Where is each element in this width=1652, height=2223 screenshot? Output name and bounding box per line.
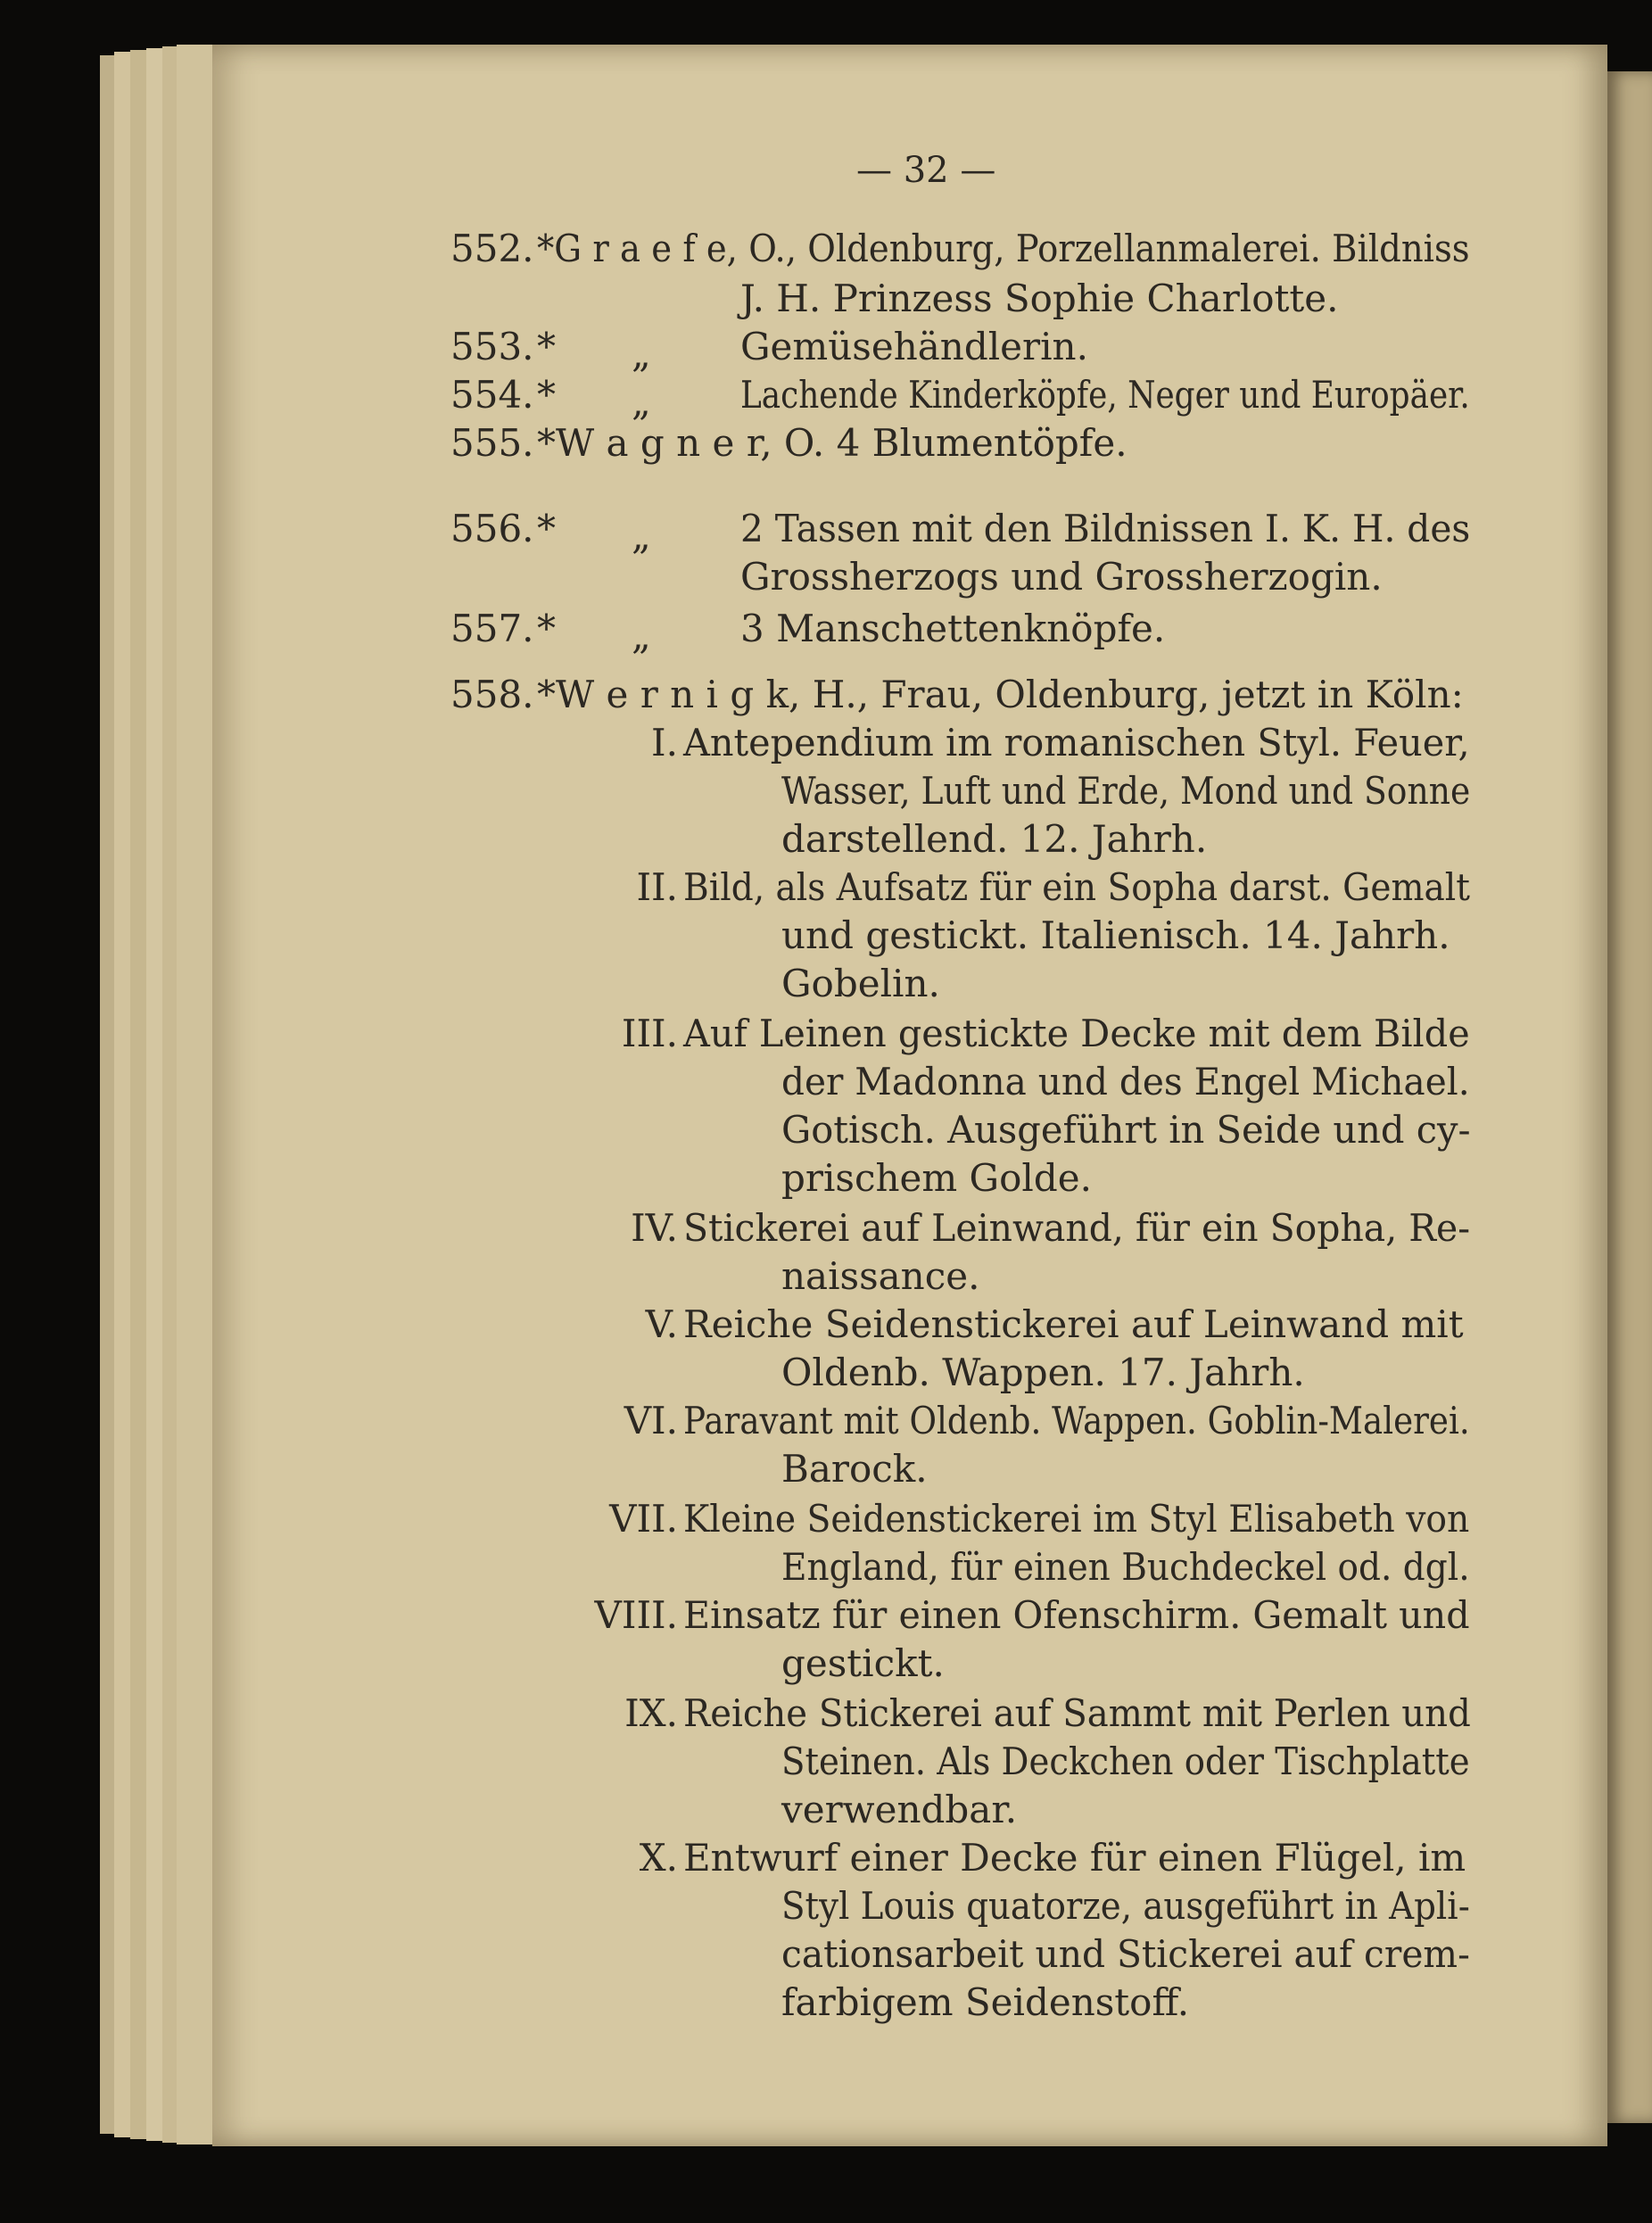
entry-number: 558. [450,673,534,716]
subitem-text: darstellend. 12. Jahrh. [781,817,1208,861]
ditto-mark: „ [632,332,651,376]
subitem-text: gestickt. [781,1641,945,1685]
subitem-text: Styl Louis quatorze, ausgeführt in Apli- [781,1884,1470,1928]
entry-text: 3 Manschettenknöpfe. [740,607,1166,650]
ditto-mark: „ [632,380,651,424]
roman-numeral: VIII. [594,1593,678,1637]
roman-numeral: IX. [624,1691,678,1735]
star-mark: * [537,325,556,368]
subitem-text: Antependium im romanischen Styl. Feuer, [683,721,1470,764]
subitem-text: der Madonna und des Engel Michael. [781,1060,1470,1103]
entry-text: Gemüsehändlerin. [740,325,1088,368]
star-mark: * [537,607,556,650]
star-mark: * [537,507,556,550]
subitem-text: prischem Golde. [781,1156,1092,1200]
entry-text: Grossherzogs und Grossherzogin. [740,555,1383,599]
entry-number: 556. [450,507,534,550]
subitem-text: Reiche Seidenstickerei auf Leinwand mit [683,1302,1464,1346]
subitem-text: Steinen. Als Deckchen oder Tischplatte [781,1740,1470,1783]
entry-number: 554. [450,373,534,417]
subitem-text: Gobelin. [781,962,940,1005]
roman-numeral: X. [639,1836,678,1880]
entry-number: 553. [450,325,534,368]
subitem-text: Gotisch. Ausgeführt in Seide und cy- [781,1108,1471,1152]
roman-numeral: III. [621,1012,678,1055]
entry-text: *W e r n i g k, H., Frau, Oldenburg, jetzt in Köln: [537,673,1464,716]
subitem-text: Stickerei auf Leinwand, für ein Sopha, Re- [683,1206,1471,1250]
subitem-text: cationsarbeit und Stickerei auf crem- [781,1932,1470,1976]
subitem-text: Barock. [781,1447,928,1491]
roman-numeral: VII. [609,1497,678,1541]
subitem-text: naissance. [781,1254,980,1298]
next-page-edge [1607,71,1652,2123]
roman-numeral: II. [636,865,678,909]
subitem-text: Oldenb. Wappen. 17. Jahrh. [781,1351,1305,1394]
page-number: — 32 — [856,150,996,191]
subitem-text: Einsatz für einen Ofenschirm. Gemalt und [683,1593,1470,1637]
entry-number: 557. [450,607,534,650]
subitem-text: Reiche Stickerei auf Sammt mit Perlen und [683,1691,1471,1735]
ditto-mark: „ [632,514,651,558]
subitem-text: Wasser, Luft und Erde, Mond und Sonne [781,769,1471,813]
roman-numeral: VI. [624,1399,678,1442]
ditto-mark: „ [632,614,651,657]
subitem-text: Entwurf einer Decke für einen Flügel, im [683,1836,1466,1880]
subitem-text: Bild, als Aufsatz für ein Sopha darst. Gemalt [683,865,1471,909]
entry-text: 2 Tassen mit den Bildnissen I. K. H. des [740,507,1471,550]
roman-numeral: V. [645,1302,678,1346]
star-mark: * [537,373,556,417]
entry-text: Lachende Kinderköpfe, Neger und Europäer. [740,373,1470,417]
roman-numeral: I. [651,721,678,764]
subitem-text: Kleine Seidenstickerei im Styl Elisabeth von [683,1497,1470,1541]
entry-number: 552. [450,227,534,270]
subitem-text: England, für einen Buchdeckel od. dgl. [781,1545,1470,1589]
subitem-text: und gestickt. Italienisch. 14. Jahrh. [781,913,1450,957]
subitem-text: Auf Leinen gestickte Decke mit dem Bilde [683,1012,1470,1055]
entry-text: *G r a e f e, O., Oldenburg, Porzellanmalerei. Bildniss [537,227,1470,270]
entry-text: *W a g n e r, O. 4 Blumentöpfe. [537,421,1127,465]
subitem-text: farbigem Seidenstoff. [781,1980,1190,2024]
subitem-text: verwendbar. [781,1788,1018,1831]
roman-numeral: IV. [631,1206,678,1250]
entry-text: J. H. Prinzess Sophie Charlotte. [740,277,1339,320]
entry-number: 555. [450,421,534,465]
subitem-text: Paravant mit Oldenb. Wappen. Goblin-Malerei. [683,1399,1470,1442]
